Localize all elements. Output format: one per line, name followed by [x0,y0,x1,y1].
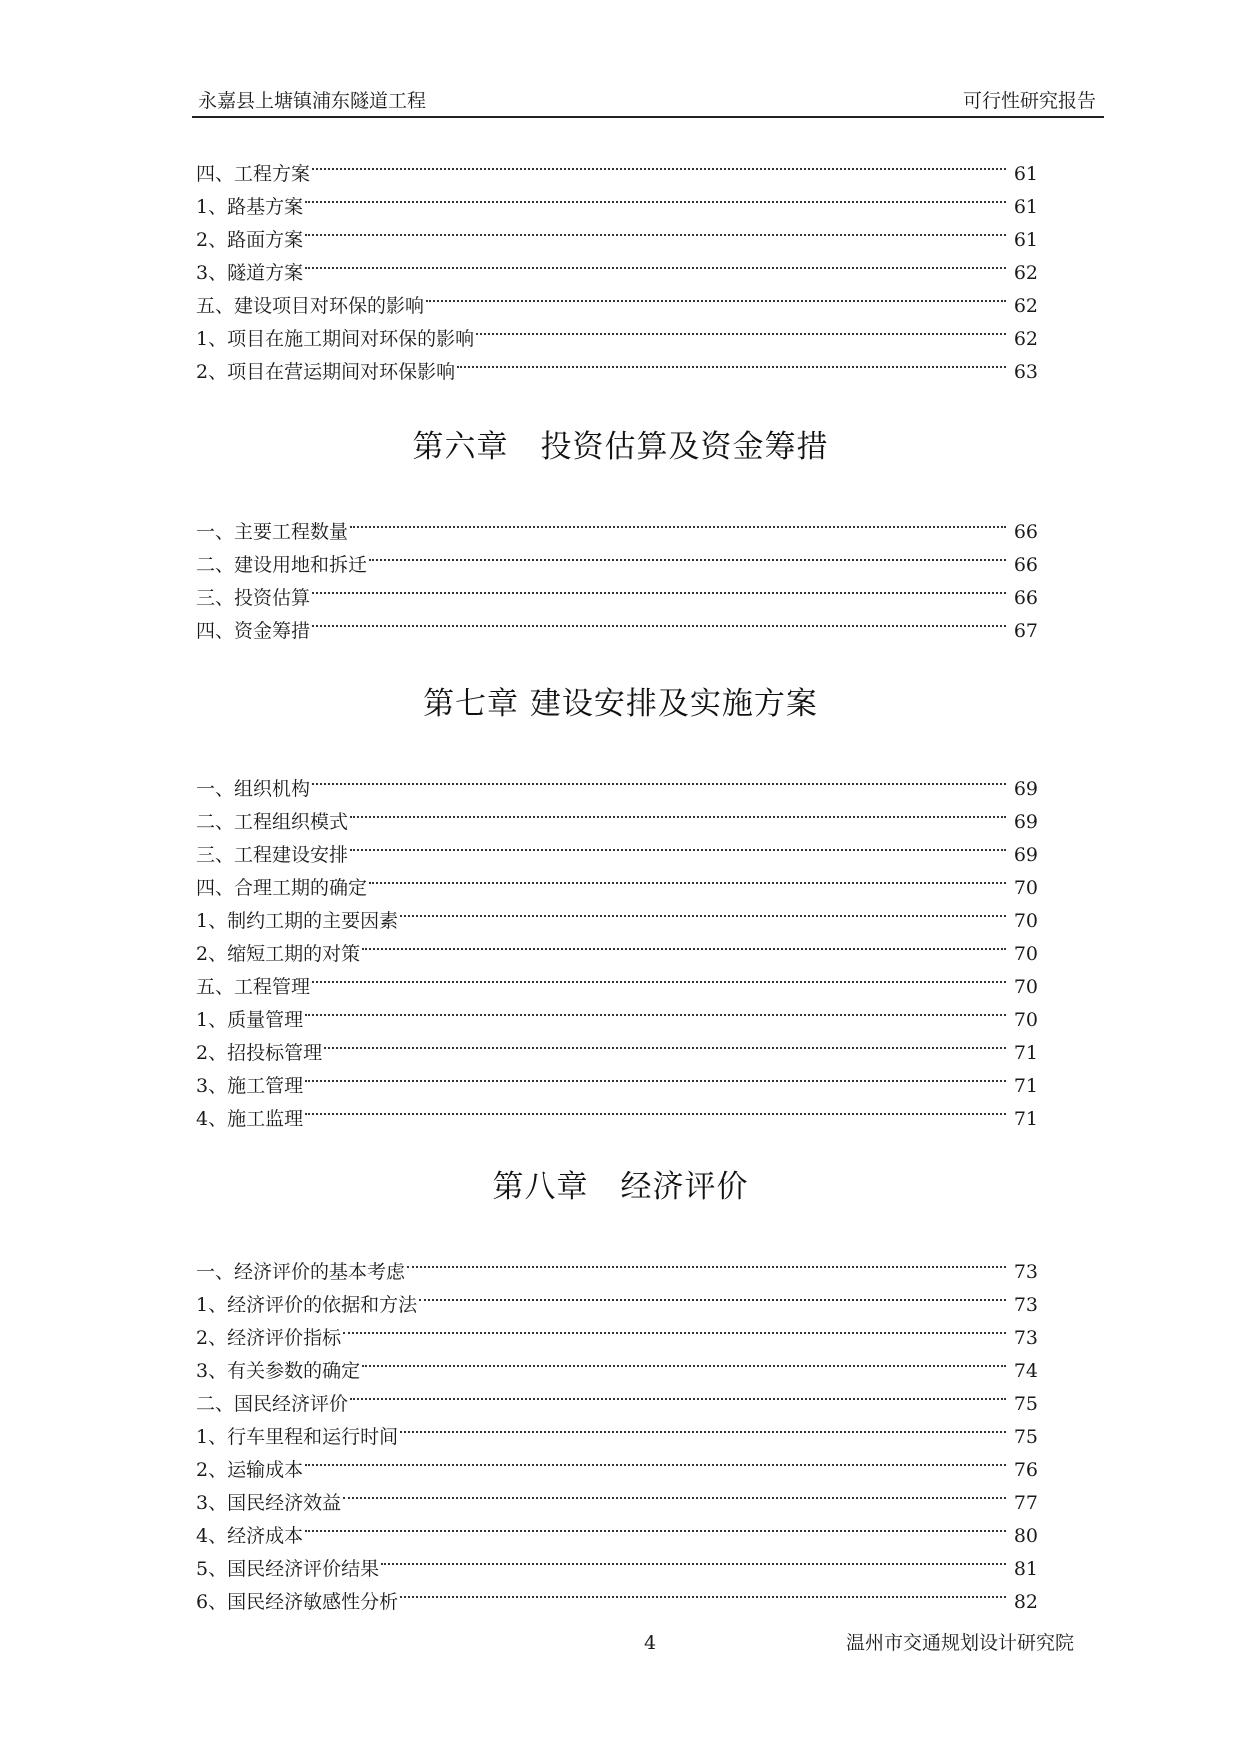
toc-entry-label: 1、制约工期的主要因素 [196,910,399,932]
toc-dot-leader [312,571,1006,604]
toc-entry-label: 三、投资估算 [196,587,311,609]
toc-entry-label: 五、建设项目对环保的影响 [196,295,425,317]
toc-entry-label: 二、工程组织模式 [196,811,349,833]
toc-entry-page: 70 [1013,1009,1038,1031]
toc-entry-label: 1、路基方案 [196,196,304,218]
toc-dot-leader [400,1410,1006,1443]
toc-entry-page: 69 [1013,778,1038,800]
toc-dot-leader [305,246,1006,279]
toc-entry-label: 1、质量管理 [196,1009,304,1031]
toc-dot-leader [312,960,1006,993]
toc-entry-label: 2、路面方案 [196,229,304,251]
toc-entry-label: 1、项目在施工期间对环保的影响 [196,328,475,350]
toc-entry-page: 67 [1013,620,1038,642]
toc-entry[interactable] [196,1476,1038,1514]
toc-dot-leader [305,993,1006,1026]
toc-dot-leader [457,345,1006,378]
toc-entry-label: 3、隧道方案 [196,262,304,284]
toc-entry-label: 2、缩短工期的对策 [196,943,361,965]
document-type: 可行性研究报告 [962,90,1096,112]
toc-entry-page: 81 [1013,1558,1038,1580]
toc-dot-leader [312,147,1006,180]
toc-dot-leader [343,1311,1006,1344]
toc-entry-label: 3、国民经济效益 [196,1492,342,1514]
toc-entry-page: 75 [1013,1426,1038,1448]
toc-entry-page: 74 [1013,1360,1038,1382]
toc-entry[interactable] [196,246,1038,284]
toc-dot-leader [324,1026,1006,1059]
toc-dot-leader [350,828,1006,861]
toc-dot-leader [305,1059,1006,1092]
toc-entry-label: 2、项目在营运期间对环保影响 [196,361,456,383]
toc-dot-leader [407,1245,1006,1278]
toc-entry-page: 70 [1013,976,1038,998]
toc-entry[interactable] [196,1026,1038,1064]
toc-entry-page: 71 [1013,1108,1038,1130]
toc-entry[interactable] [196,993,1038,1031]
toc-entry-page: 66 [1013,554,1038,576]
toc-entry-page: 62 [1013,328,1038,350]
toc-dot-leader [426,279,1006,312]
toc-entry-label: 一、经济评价的基本考虑 [196,1261,406,1283]
toc-entry[interactable] [196,147,1038,185]
toc-dot-leader [476,312,1006,345]
toc-entry-label: 2、运输成本 [196,1459,304,1481]
toc-entry-label: 3、有关参数的确定 [196,1360,361,1382]
toc-entry-label: 四、合理工期的确定 [196,877,368,899]
toc-entry-page: 70 [1013,877,1038,899]
toc-entry-page: 75 [1013,1393,1038,1415]
toc-entry-label: 一、组织机构 [196,778,311,800]
project-name: 永嘉县上塘镇浦东隧道工程 [198,90,427,112]
toc-entry-page: 69 [1013,844,1038,866]
toc-entry[interactable] [196,571,1038,609]
toc-entry[interactable] [196,1443,1038,1481]
toc-entry-label: 二、国民经济评价 [196,1393,349,1415]
toc-entry-page: 69 [1013,811,1038,833]
chapter-title-8: 第八章 经济评价 [492,1169,749,1205]
toc-dot-leader [400,1575,1006,1608]
toc-entry-label: 三、工程建设安排 [196,844,349,866]
toc-entry-page: 70 [1013,910,1038,932]
organization-name: 温州市交通规划设计研究院 [846,1632,1075,1654]
toc-dot-leader [305,1509,1006,1542]
page-footer [0,1628,1241,1658]
toc-entry-page: 73 [1013,1327,1038,1349]
toc-entry-page: 73 [1013,1261,1038,1283]
toc-entry-label: 1、经济评价的依据和方法 [196,1294,418,1316]
toc-entry[interactable] [196,762,1038,800]
toc-entry[interactable] [196,795,1038,833]
toc-dot-leader [362,927,1006,960]
toc-entry-page: 66 [1013,587,1038,609]
toc-entry[interactable] [196,505,1038,543]
toc-entry[interactable] [196,213,1038,251]
toc-entry-label: 4、施工监理 [196,1108,304,1130]
toc-entry-label: 4、经济成本 [196,1525,304,1547]
toc-section-chapter-7 [196,762,1038,1130]
toc-dot-leader [305,1443,1006,1476]
toc-dot-leader [369,861,1006,894]
page-number: 4 [644,1632,657,1654]
toc-entry[interactable] [196,1509,1038,1547]
toc-entry-label: 1、行车里程和运行时间 [196,1426,399,1448]
toc-entry-page: 71 [1013,1042,1038,1064]
toc-entry[interactable] [196,960,1038,998]
chapter-title-7: 第七章 建设安排及实施方案 [423,686,818,722]
toc-entry-label: 5、国民经济评价结果 [196,1558,380,1580]
toc-entry-label: 二、建设用地和拆迁 [196,554,368,576]
toc-entry[interactable] [196,604,1038,642]
toc-entry-label: 6、国民经济敏感性分析 [196,1591,399,1613]
toc-dot-leader [312,604,1006,637]
toc-entry-page: 76 [1013,1459,1038,1481]
toc-entry[interactable] [196,180,1038,218]
toc-section-chapter-6 [196,505,1038,642]
toc-dot-leader [381,1542,1006,1575]
toc-entry-page: 61 [1013,196,1038,218]
toc-entry-label: 四、资金筹措 [196,620,311,642]
toc-section-chapter-8 [196,1245,1038,1613]
toc-dot-leader [350,1377,1006,1410]
toc-dot-leader [305,180,1006,213]
toc-entry[interactable] [196,279,1038,317]
toc-dot-leader [362,1344,1006,1377]
toc-entry-page: 61 [1013,163,1038,185]
toc-dot-leader [305,1092,1006,1125]
toc-entry-page: 62 [1013,295,1038,317]
toc-dot-leader [305,213,1006,246]
toc-entry-page: 61 [1013,229,1038,251]
toc-entry-label: 2、招投标管理 [196,1042,323,1064]
toc-section-top [196,147,1038,383]
toc-entry[interactable] [196,1092,1038,1130]
toc-dot-leader [419,1278,1006,1311]
toc-entry-label: 一、主要工程数量 [196,521,349,543]
toc-entry-page: 66 [1013,521,1038,543]
toc-entry-page: 70 [1013,943,1038,965]
toc-entry[interactable] [196,1542,1038,1580]
toc-dot-leader [312,762,1006,795]
toc-entry[interactable] [196,1059,1038,1097]
toc-entry-page: 80 [1013,1525,1038,1547]
toc-entry-label: 四、工程方案 [196,163,311,185]
toc-entry-page: 63 [1013,361,1038,383]
toc-entry-page: 82 [1013,1591,1038,1613]
toc-entry-page: 73 [1013,1294,1038,1316]
page-header [192,86,1104,118]
toc-dot-leader [350,795,1006,828]
toc-entry-label: 3、施工管理 [196,1075,304,1097]
toc-entry-page: 62 [1013,262,1038,284]
toc-entry[interactable] [196,1245,1038,1283]
toc-dot-leader [400,894,1006,927]
toc-entry-page: 77 [1013,1492,1038,1514]
chapter-title-6: 第六章 投资估算及资金筹措 [412,429,829,465]
toc-dot-leader [369,538,1006,571]
toc-dot-leader [343,1476,1006,1509]
toc-entry-label: 2、经济评价指标 [196,1327,342,1349]
toc-entry-page: 71 [1013,1075,1038,1097]
toc-dot-leader [350,505,1006,538]
toc-entry-label: 五、工程管理 [196,976,311,998]
